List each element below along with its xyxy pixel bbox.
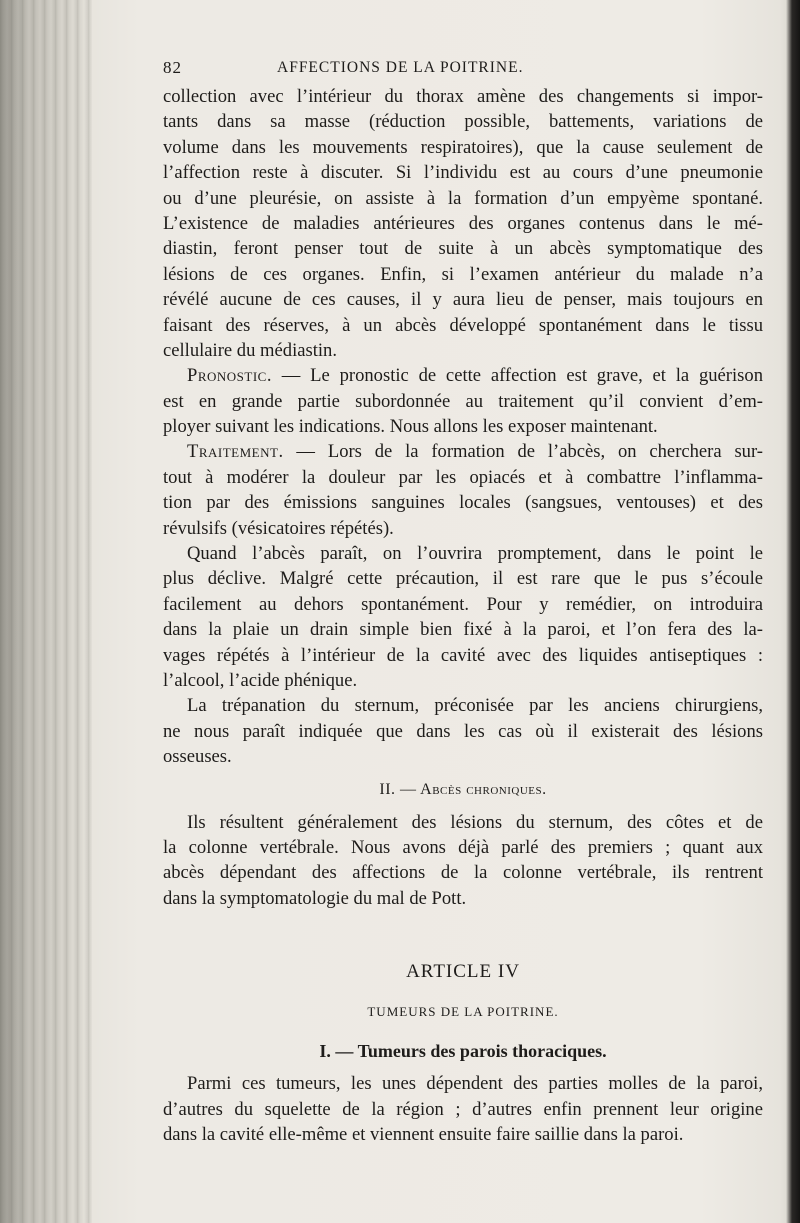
text-line: cellulaire du médiastin. <box>163 339 337 361</box>
text-line: volume dans les mouvements respiratoires), que la cause seulement de <box>163 136 763 158</box>
section-heading-tumeurs-parois: I. — Tumeurs des parois thoraciques. <box>319 1041 607 1062</box>
text-line: est en grande partie subordonnée au traitement qu’il convient d’em- <box>163 390 763 412</box>
text-line: diastin, feront penser tout de suite à un abcès symptomatique des <box>163 238 763 260</box>
traitement-first-line: — Lors de la formation de l’abcès, on cherchera sur- <box>283 441 763 463</box>
paragraph-tumeurs <box>163 1071 763 1147</box>
paragraph-abces-ouverture <box>163 541 763 693</box>
text-line: d’autres du squelette de la région ; d’autres enfin prennent leur origine <box>163 1098 763 1120</box>
text-line: l’alcool, l’acide phénique. <box>163 669 358 691</box>
page-right-edge <box>786 0 800 1223</box>
paragraph-pronostic <box>163 363 763 439</box>
text-line: révulsifs (vésicatoires répétés). <box>163 517 394 539</box>
page-binding-edge <box>0 0 92 1223</box>
text-line: tants dans sa masse (réduction possible, battements, variations de <box>163 111 763 133</box>
text-line: La trépanation du sternum, préconisée par les anciens chirurgiens, <box>187 695 763 717</box>
text-line: ne nous paraît indiquée que dans les cas où il existerait des lésions <box>163 720 763 742</box>
text-line: L’existence de maladies antérieures des organes contenus dans le mé- <box>163 212 763 234</box>
text-line: ou d’une pleurésie, on assiste à la formation d’un empyème spontané. <box>163 187 763 209</box>
text-line: abcès dépendant des affections de la colonne vertébrale, ils rentrent <box>163 862 763 884</box>
paragraph-abces-chroniques <box>163 810 763 912</box>
text-line: Quand l’abcès paraît, on l’ouvrira promptement, dans le point le <box>187 543 763 565</box>
spacer <box>163 911 763 951</box>
article-subtitle: TUMEURS DE LA POITRINE. <box>367 1004 559 1020</box>
text-line: dans la plaie un drain simple bien fixé à la paroi, et l’on fera des la- <box>163 619 763 641</box>
text-line: dans la symptomatologie du mal de Pott. <box>163 887 467 909</box>
paragraph-trepanation <box>163 693 763 769</box>
text-line: collection avec l’intérieur du thorax amène des changements si impor- <box>163 86 763 107</box>
text-line: faisant des réserves, à un abcès développé spontanément dans le tissu <box>163 314 763 336</box>
text-line <box>163 439 763 464</box>
text-line: lésions de ces organes. Enfin, si l’examen antérieur du malade n’a <box>163 263 763 285</box>
article-title: ARTICLE IV <box>406 961 520 983</box>
text-line: ployer suivant les indications. Nous allons les exposer maintenant. <box>163 416 658 438</box>
text-line: Parmi ces tumeurs, les unes dépendent des parties molles de la paroi, <box>187 1073 763 1095</box>
text-line: vages répétés à l’intérieur de la cavité avec des liquides antiseptiques : <box>163 644 763 666</box>
text-line: dans la cavité elle-même et viennent ensuite faire saillie dans la paroi. <box>163 1123 684 1145</box>
text-line: l’affection reste à discuter. Si l’individu est au cours d’une pneumonie <box>163 162 763 184</box>
text-line: révélé aucune de ces causes, il y aura lieu de penser, mais toujours en <box>163 289 763 311</box>
running-title: AFFECTIONS DE LA POITRINE. <box>277 59 524 76</box>
running-header <box>163 58 763 84</box>
text-line: plus déclive. Malgré cette précaution, il est rare que le pus s’écoule <box>163 568 763 590</box>
text-line: tion par des émissions sanguines locales (sangsues, ventouses) et des <box>163 492 763 514</box>
text-line: osseuses. <box>163 746 232 768</box>
text-line: facilement au dehors spontanément. Pour y remédier, on introduira <box>163 593 763 615</box>
text-line: Ils résultent généralement des lésions du sternum, des côtes et de <box>187 811 763 833</box>
paragraph-traitement <box>163 439 763 541</box>
section-heading-abces-chroniques: II. — Abcès chroniques. <box>379 780 547 798</box>
page-number: 82 <box>163 58 182 77</box>
paragraph-intro <box>163 84 763 363</box>
pronostic-first-line: — Le pronostic de cette affection est grave, et la guérison <box>272 365 763 387</box>
text-line: la colonne vertébrale. Nous avons déjà parlé des premiers ; quant aux <box>163 836 763 858</box>
text-block <box>163 58 763 1147</box>
text-line: tout à modérer la douleur par les opiacés et à combattre l’inflamma- <box>163 466 763 488</box>
pronostic-label: Pronostic. <box>187 365 272 387</box>
text-line <box>163 363 763 388</box>
traitement-label: Traitement. <box>187 441 284 463</box>
